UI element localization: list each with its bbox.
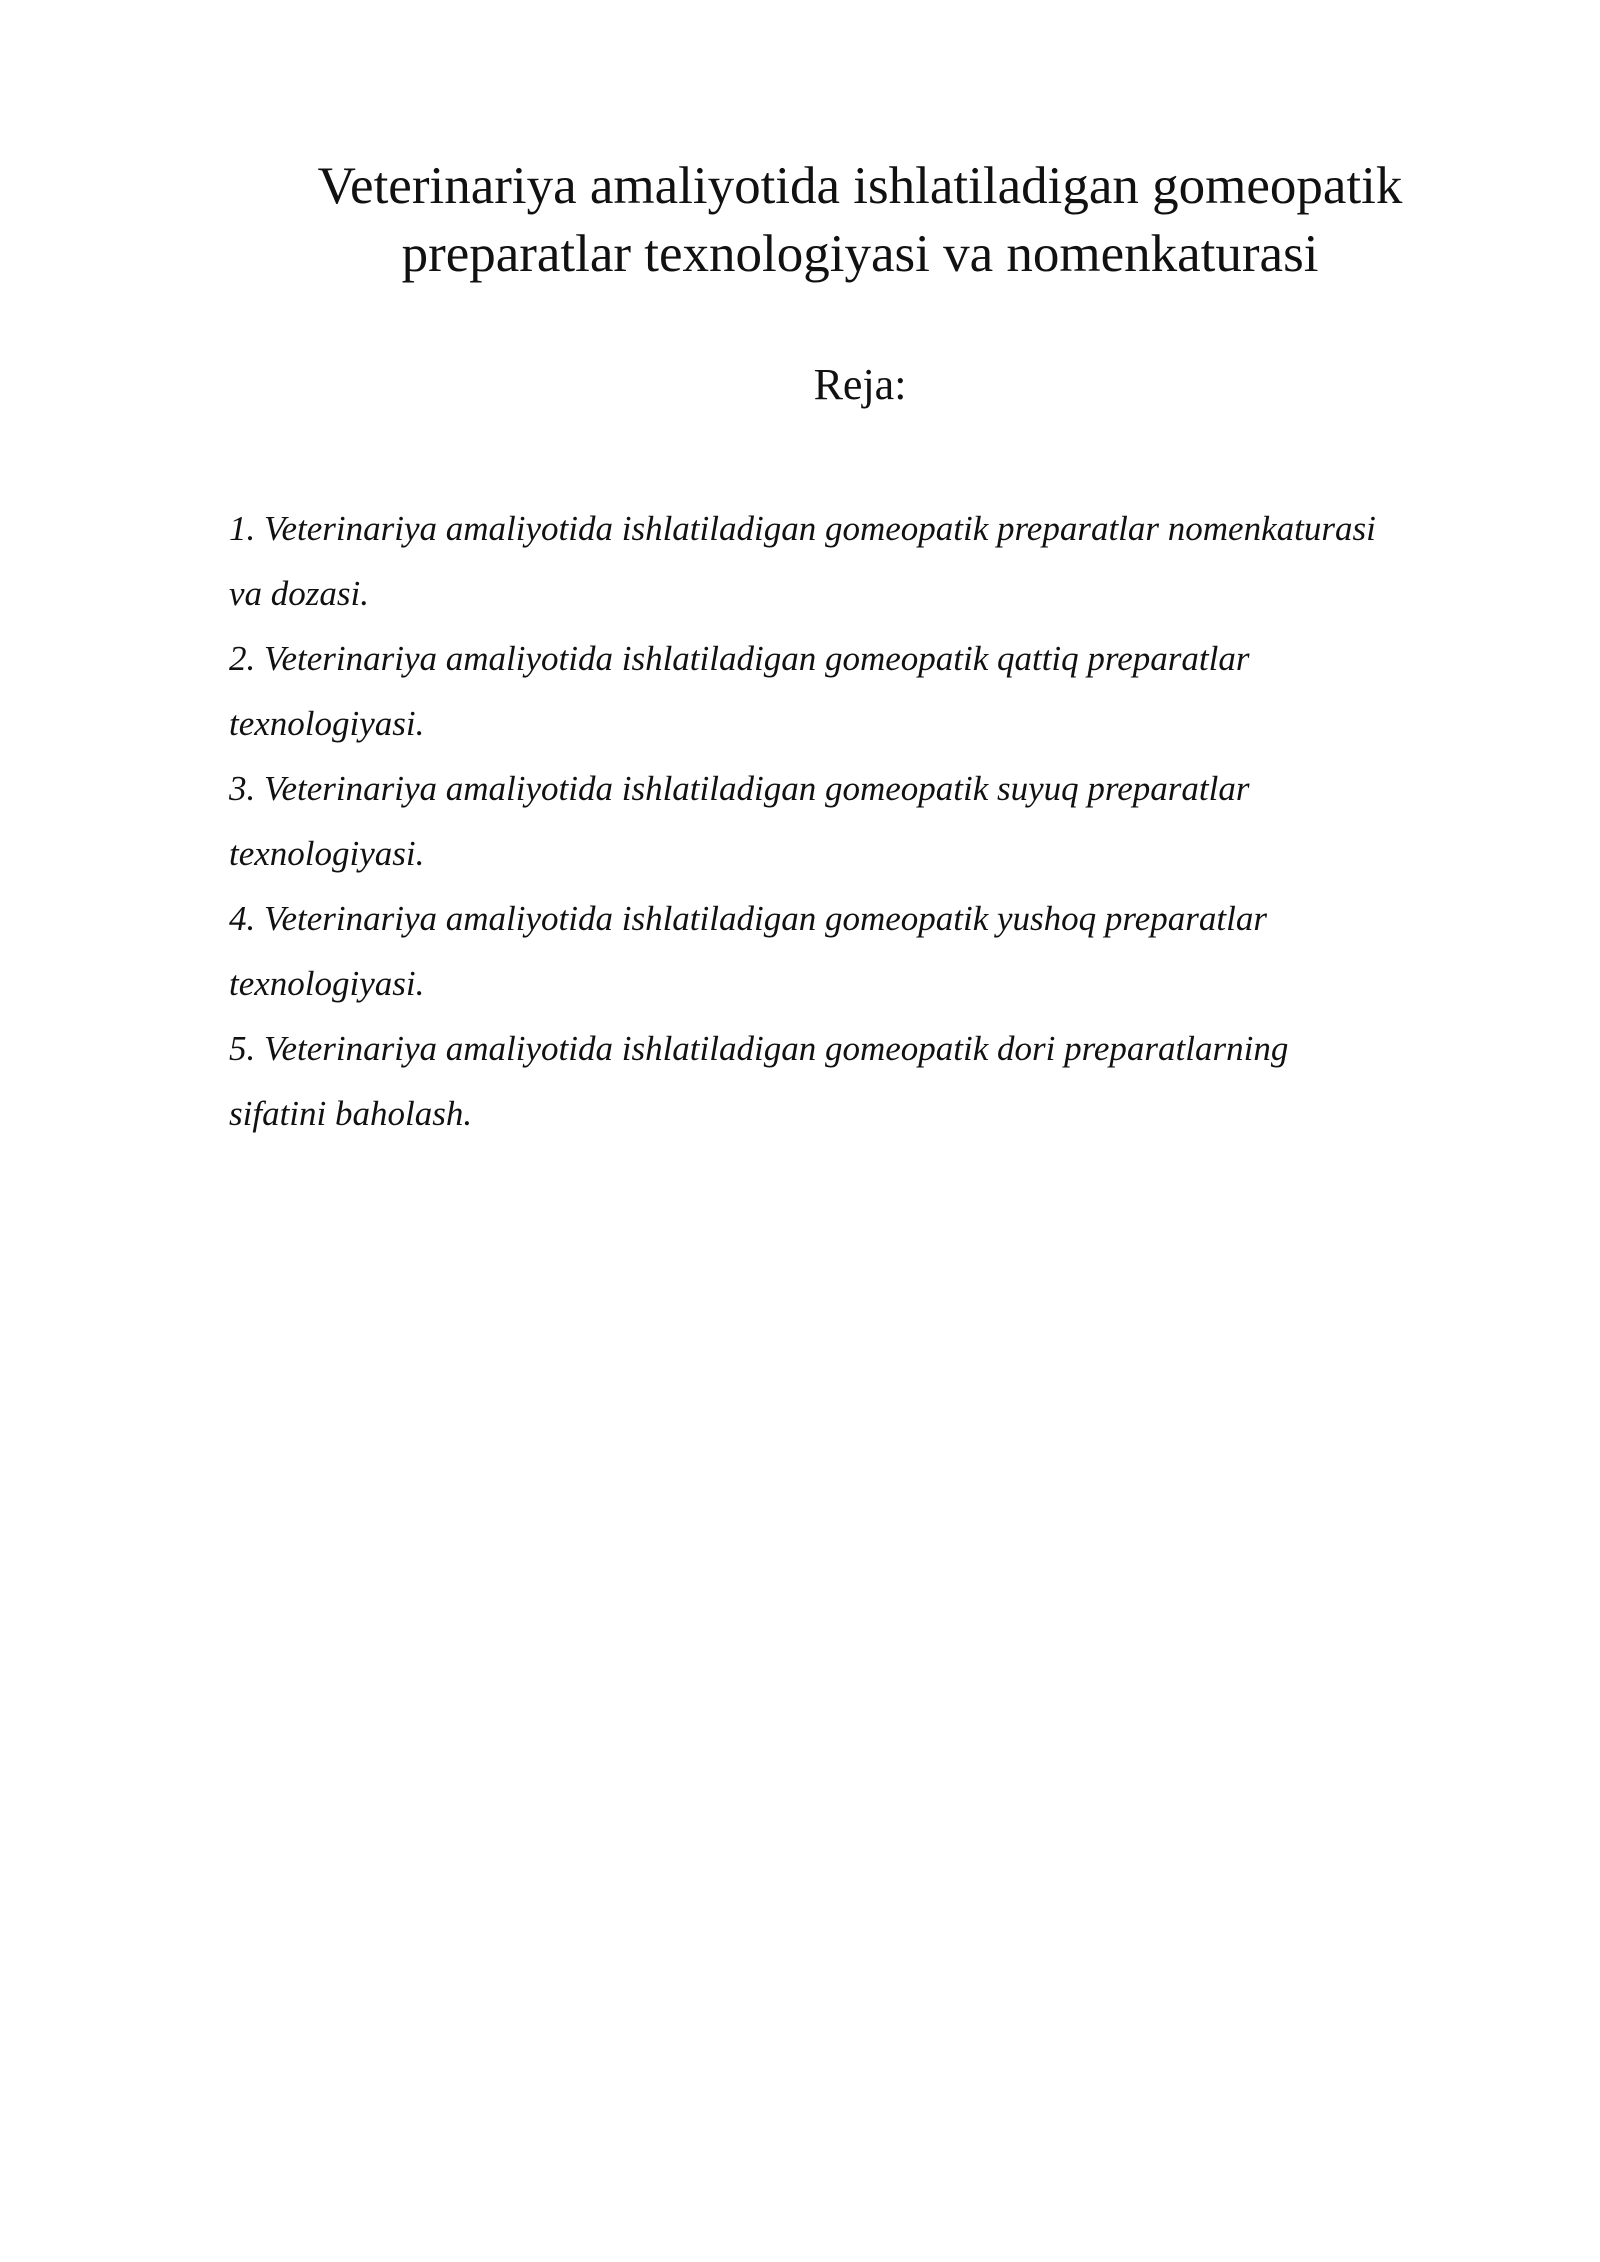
plan-item-5-line-2: sifatini baholash.	[229, 1094, 473, 1133]
plan-item-4	[229, 886, 1519, 1016]
plan-item-2	[229, 626, 1519, 756]
plan-item-3-line-1: 3. Veterinariya amaliyotida ishlatiladigan gomeopatik suyuq preparatlar	[229, 769, 1250, 808]
plan-item-5-line-1: 5. Veterinariya amaliyotida ishlatiladigan gomeopatik dori preparatlarning	[229, 1029, 1289, 1068]
plan-item-2-line-1: 2. Veterinariya amaliyotida ishlatiladigan gomeopatik qattiq preparatlar	[229, 639, 1250, 678]
plan-item-1	[229, 496, 1519, 626]
plan-item-1-line-1: 1. Veterinariya amaliyotida ishlatiladigan gomeopatik preparatlar nomenkaturasi	[229, 509, 1376, 548]
plan-item-4-line-1: 4. Veterinariya amaliyotida ishlatiladigan gomeopatik yushoq preparatlar	[229, 899, 1267, 938]
plan-item-4-line-2: texnologiyasi.	[229, 964, 425, 1003]
plan-item-3-line-2: texnologiyasi.	[229, 834, 425, 873]
plan-item-2-line-2: texnologiyasi.	[229, 704, 425, 743]
title-line-2: preparatlar texnologiyasi va nomenkaturasi	[401, 225, 1319, 283]
plan-item-1-line-2: va dozasi.	[229, 574, 369, 613]
plan-list	[229, 496, 1519, 1146]
title-line-1: Veterinariya amaliyotida ishlatiladigan gomeopatik	[317, 157, 1403, 215]
plan-heading: Reja:	[813, 360, 907, 409]
plan-item-3	[229, 756, 1519, 886]
page-title	[180, 152, 1540, 288]
plan-item-5	[229, 1016, 1519, 1146]
